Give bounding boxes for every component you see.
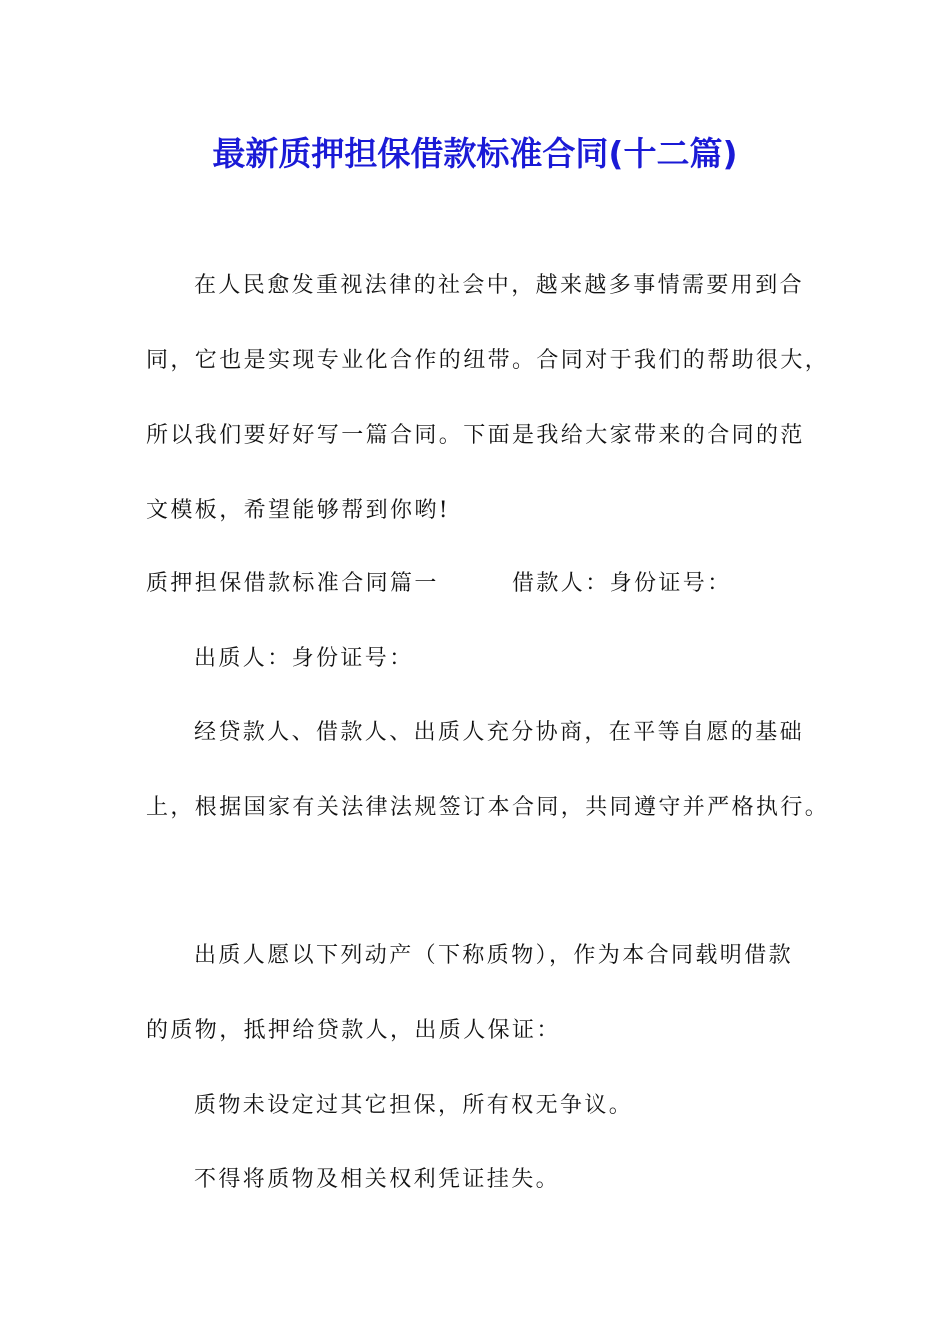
document-title: 最新质押担保借款标准合同(十二篇) <box>212 134 738 173</box>
paragraph-line: 出质人：身份证号： <box>194 646 414 671</box>
paragraph-line: 在人民愈发重视法律的社会中，越来越多事情需要用到合 <box>194 273 805 298</box>
paragraph-line: 文模板，希望能够帮到你哟! <box>146 498 451 523</box>
paragraph-line: 出质人愿以下列动产（下称质物），作为本合同载明借款 <box>194 943 794 968</box>
paragraph-line: 不得将质物及相关权利凭证挂失。 <box>194 1167 561 1192</box>
paragraph-line: 上，根据国家有关法律法规签订本合同，共同遵守并严格执行。 <box>146 795 830 820</box>
paragraph-line: 的质物，抵押给贷款人，出质人保证： <box>146 1018 561 1043</box>
paragraph-line: 所以我们要好好写一篇合同。下面是我给大家带来的合同的范 <box>146 423 805 448</box>
paragraph-line: 质物未设定过其它担保，所有权无争议。 <box>194 1093 634 1118</box>
paragraph-line: 经贷款人、借款人、出质人充分协商，在平等自愿的基础 <box>194 720 805 745</box>
paragraph-line: 同，它也是实现专业化合作的纽带。合同对于我们的帮助很大， <box>146 348 830 373</box>
section-heading-line: 质押担保借款标准合同篇一 借款人：身份证号： <box>146 571 732 596</box>
